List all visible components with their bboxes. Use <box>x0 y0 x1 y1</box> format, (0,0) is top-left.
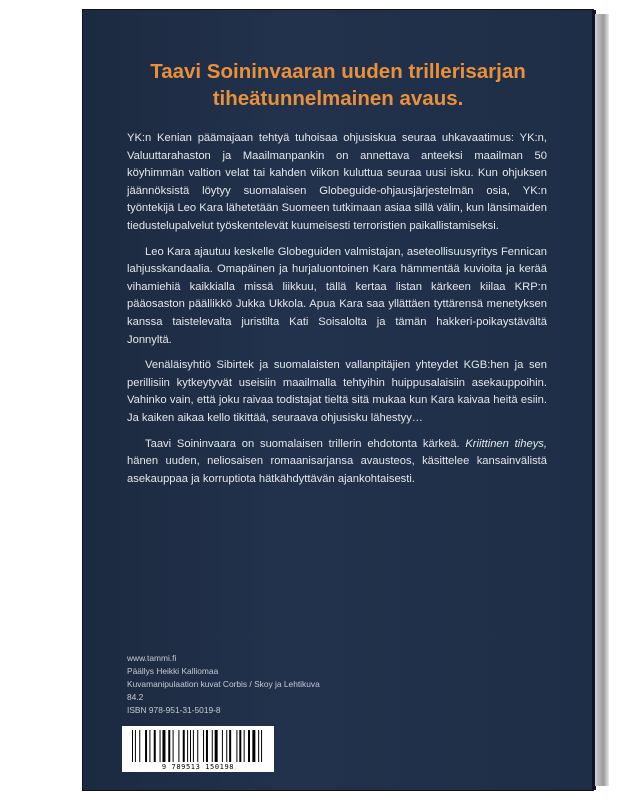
barcode-bar <box>160 730 161 762</box>
blurb-paragraph-4-start: Taavi Soininvaara on suomalaisen trillerin ehdotonta kärkeä. <box>145 437 466 450</box>
library-class-number: 84.2 <box>127 692 144 702</box>
barcode-bar <box>252 730 255 762</box>
barcode-bar <box>203 730 204 762</box>
barcode-bar <box>132 730 133 762</box>
barcode-bar <box>145 730 147 762</box>
blurb-text <box>127 130 547 496</box>
barcode-bar <box>187 730 188 762</box>
barcode-bar <box>135 730 136 762</box>
barcode-digits: 9 789513 150198 <box>161 763 235 771</box>
barcode-bar <box>212 730 213 762</box>
book-spine <box>595 14 609 786</box>
headline-line-1: Taavi Soininvaaran uuden trillerisarjan <box>150 60 526 83</box>
barcode-bar <box>139 730 140 762</box>
publisher-website: www.tammi.fi <box>127 653 177 663</box>
barcode-bar <box>149 730 150 762</box>
back-cover-headline <box>84 58 592 112</box>
barcode-bar <box>261 730 262 762</box>
blurb-paragraph-4-end: hänen uuden, neliosaisen romaanisarjansa avausteos, käsittelee kansainvälistä asekauppaa ja korruptiota hätkähdyttävän ajankohtaisesti. <box>127 455 547 485</box>
barcode-image <box>130 730 266 762</box>
barcode-bar <box>178 730 179 762</box>
barcode-bar <box>222 730 223 762</box>
cover-design-credit: Päällys Heikki Kalliomaa <box>127 666 219 676</box>
blurb-paragraph-2: Leo Kara ajautuu keskelle Globeguiden valmistajan, aseteollisuusyritys Fennican lahjusskandaalia. Omapäinen ja hurjaluontoinen Kara hämmentää kuvioita ja kerää vihamiehiä kaikkialla missä liikkuu, tällä kertaa listan kärkeen kiilaa KRP:n pääosaston päällikkö Jukka Ukkola. Apua Kara saa yllättäen tyttärensä menetyksen kanssa taistelevalta juristilta Kati Soisalolta ja tämän hakkeri-poikaystävältä Jonnyltä. <box>127 245 547 346</box>
barcode-bar <box>162 730 165 762</box>
image-credit: Kuvamanipulaation kuvat Corbis / Skoy ja Lehtikuva <box>127 679 320 689</box>
isbn: ISBN 978-951-31-5019-8 <box>127 705 221 715</box>
blurb-paragraph-3: Venäläisyhtiö Sibirtek ja suomalaisten vallanpitäjien yhteydet KGB:hen ja sen perillisiin kytkeytyvät useisiin maailmalla tehtyihin huippusalaisiin asekauppoihin. Vahinko vain, että joku raivaa todistajat tieltä sitä mukaa kun Kara kaivaa heitä esiin. Ja kaiken aikaa kello tikittää, seuraava ohjusisku lähestyy… <box>127 359 547 424</box>
barcode-bar <box>236 730 237 762</box>
blurb-paragraph-4 <box>127 436 547 489</box>
publisher-imprint <box>127 652 427 717</box>
barcode-bar <box>173 730 174 762</box>
blurb-paragraph-1: YK:n Kenian päämajaan tehtyä tuhoisaa ohjusiskua seuraa uhkavaatimus: YK:n, Valuuttarahaston ja Maailmanpankin on annettava anteeksi maailman 50 köyhimmän valtion velat tai kahden viikon kuluttua seuraa uusi isku. Kun ohjuksen jäännöksistä löytyy suomalaisen Globeguide-ohjausjärjestelmän osia, YK:n työntekijä Leo Kara lähetetään Suomeen tutkimaan asiaa sillä välin, kun länsimaiden tiedustelupalvelut työskentelevät kuumeisesti terroristien paikallistamiseksi. <box>127 132 547 232</box>
barcode-bar <box>193 730 194 762</box>
book-title-italic: Kriittinen tiheys, <box>465 437 547 450</box>
barcode-bar <box>244 730 245 762</box>
barcode-bar <box>239 730 241 762</box>
headline-line-2: tiheätunnelmainen avaus. <box>212 87 464 110</box>
barcode-bar <box>183 730 185 762</box>
barcode-bar <box>206 730 208 762</box>
barcode-bar <box>197 730 198 762</box>
barcode-label <box>122 726 274 772</box>
barcode-bar <box>168 730 170 762</box>
barcode-bar <box>248 730 250 762</box>
barcode-bar <box>215 730 218 762</box>
barcode-bar <box>226 730 227 762</box>
barcode-bar <box>258 730 259 762</box>
barcode-bar <box>190 730 191 762</box>
barcode-bar <box>229 730 231 762</box>
barcode-bar <box>154 730 156 762</box>
